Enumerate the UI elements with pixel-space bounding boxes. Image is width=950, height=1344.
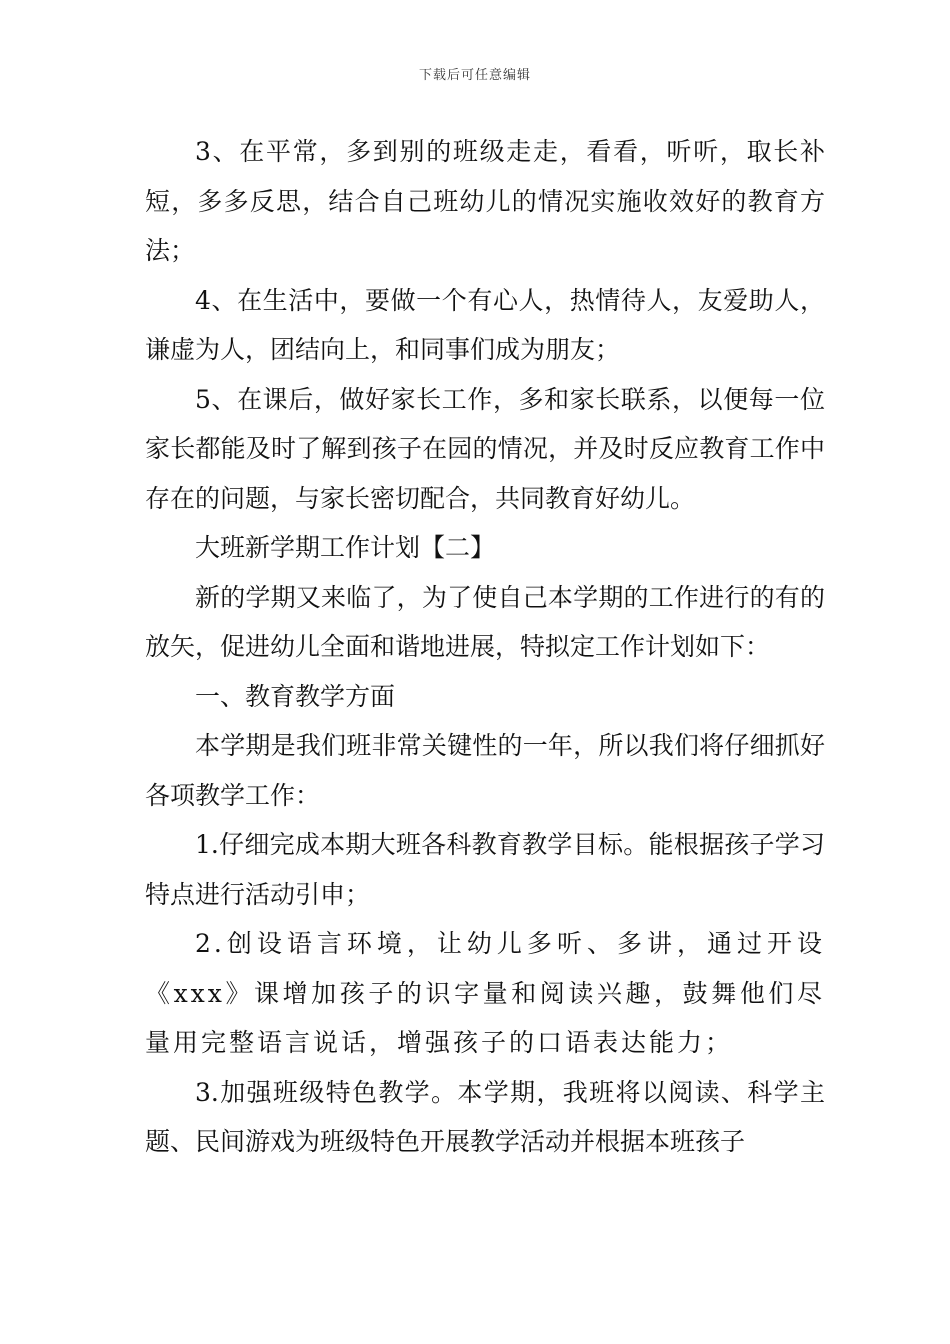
paragraph-intro: 新的学期又来临了，为了使自己本学期的工作进行的有的放矢，促进幼儿全面和谐地进展，特拟定工作计划如下：: [145, 582, 825, 661]
paragraph-teaching-overview: 本学期是我们班非常关键性的一年，所以我们将仔细抓好各项教学工作：: [145, 731, 825, 810]
paragraph-teaching-1: 1.仔细完成本期大班各科教育教学目标。能根据孩子学习特点进行活动引申；: [145, 830, 825, 909]
page-header: 下载后可任意编辑: [418, 68, 531, 83]
paragraph-item-5: 5、在课后，做好家长工作，多和家长联系，以便每一位家长都能及时了解到孩子在园的情况，并及时反应教育工作中存在的问题，与家长密切配合，共同教育好幼儿。: [145, 384, 825, 513]
section-heading-teaching: 一、教育教学方面: [195, 681, 396, 711]
paragraph-teaching-2: 2.创设语言环境，让幼儿多听、多讲，通过开设《xxx》课增加孩子的识字量和阅读兴趣，鼓舞他们尽量用完整语言说话，增强孩子的口语表达能力；: [145, 929, 825, 1057]
section-heading-plan-two: 大班新学期工作计划【二】: [195, 533, 496, 562]
paragraph-item-3: 3、在平常，多到别的班级走走，看看，听听，取长补短，多多反思，结合自己班幼儿的情况实施收效好的教育方法；: [145, 137, 825, 265]
document-body: [145, 127, 825, 1167]
paragraph-item-4: 4、在生活中，要做一个有心人，热情待人，友爱助人，谦虚为人，团结向上，和同事们成为朋友；: [145, 285, 825, 364]
paragraph-teaching-3: 3.加强班级特色教学。本学期，我班将以阅读、科学主题、民间游戏为班级特色开展教学活动并根据本班孩子: [145, 1077, 825, 1156]
